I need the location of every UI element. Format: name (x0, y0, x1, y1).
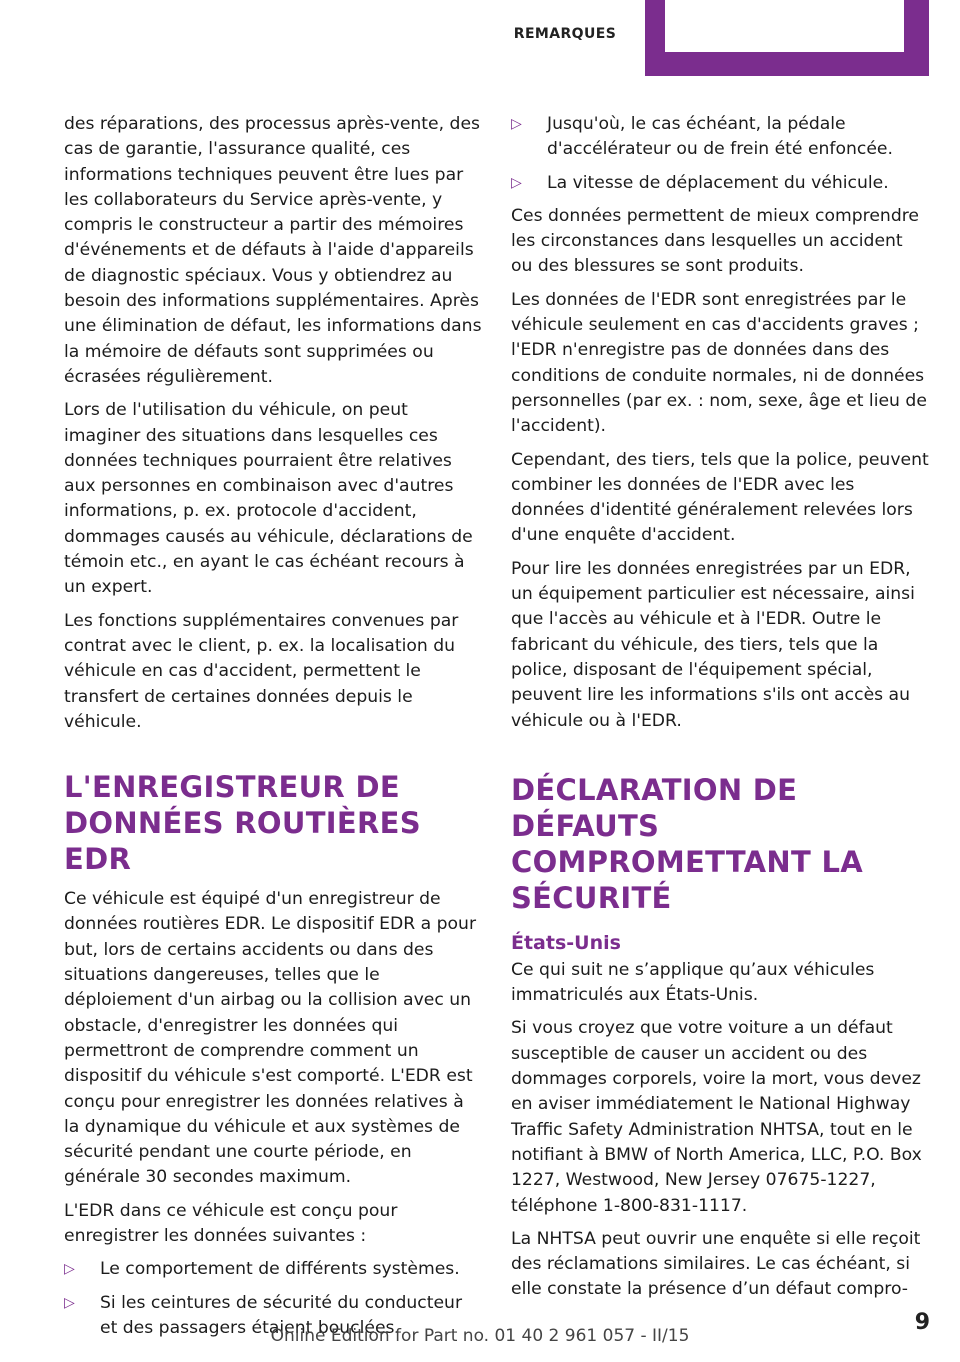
page-number: 9 (914, 1310, 930, 1335)
right-column (511, 112, 929, 1311)
footer-edition: Online Edition for Part no. 01 40 2 961 057 - II/15 (270, 1326, 690, 1346)
paragraph: Pour lire les données enregistrées par un EDR, un équipement particulier est nécessaire, ainsi que l'accès au véhicule et à l'EDR. Outre le fabricant du véhicule, des tiers, tels que la police, disposant de l'équipement spécial, peuvent lire les informations s'ils ont accès au véhicule ou à l'EDR. (511, 558, 915, 731)
triangle-right-icon: ▷ (511, 174, 522, 191)
paragraph: Ce qui suit ne s’applique qu’aux véhicules immatriculés aux États-Unis. (511, 959, 875, 1006)
triangle-right-icon: ▷ (511, 116, 522, 132)
paragraph: des réparations, des processus après-vente, des cas de garantie, l'assurance qualité, ces informations techniques peuvent être lues par les collaborateurs du Service après-vente, y compris le constructeur a partir des mémoires d'événements et de défauts à l'aide d'appareils de diagnostic spéciaux. Vous y obtiendrez au besoin des informations supplémentaires. Après une élimination de défaut, les informations dans la mémoire de défauts sont supprimées ou écrasées régulièrement. (64, 114, 482, 387)
paragraph: Ce véhicule est équipé d'un enregistreur de données routières EDR. Le dispositif EDR a pour but, lors de certains accidents ou dans des situations dangereuses, telles que le déploiement d'un airbag ou la collision avec un obstacle, d'enregistrer les données qui permettront de comprendre comment un dispositif du véhicule s'est comporté. L'EDR est conçu pour enregistrer les données relatives à la dynamique du véhicule et aux systèmes de sécurité pendant une courte période, en générale 30 secondes maximum. (64, 889, 477, 1188)
bullet-list (511, 112, 929, 196)
paragraph: Les données de l'EDR sont enregistrées par le véhicule seulement en cas d'accidents graves ; l'EDR n'enregistre pas de données dans des conditions de conduite normales, ni de données personnelles (par ex. : nom, sexe, âge et lieu de l'accident). (511, 289, 927, 437)
list-item (511, 171, 929, 196)
list-item-text: La vitesse de déplacement du véhicule. (547, 172, 889, 193)
paragraph: Ces données permettent de mieux comprendre les circonstances dans lesquelles un accident ou des blessures se sont produits. (511, 205, 920, 277)
paragraph: Si vous croyez que votre voiture a un défaut susceptible de causer un accident ou des dommages corporels, voire la mort, vous devez en aviser immédiatement le National Highway Traffic Safety Administration NHTSA, tout en le notifiant à BMW of North America, LLC, P.O. Box 1227, Westwood, New Jersey 07675-1227, téléphone 1-800-831-1117. (511, 1018, 922, 1216)
paragraph: Les fonctions supplémentaires convenues par contrat avec le client, p. ex. la localisation du véhicule en cas d'accident, permettent le transfert de certaines données depuis le véhicule. (64, 610, 459, 732)
paragraph: L'EDR dans ce véhicule est conçu pour enregistrer les données suivantes : (64, 1200, 398, 1246)
triangle-right-icon: ▷ (64, 1261, 75, 1278)
paragraph: Cependant, des tiers, tels que la police, peuvent combiner les données de l'EDR avec les données d'identité généralement relevées lors d'une enquête d'accident. (511, 449, 929, 546)
paragraph: Lors de l'utilisation du véhicule, on peut imaginer des situations dans lesquelles ces données techniques pourraient être relatives aux personnes en combinaison avec d'autres informations, p. ex. protocole d'accident, dommages causés au véhicule, déclarations de témoin etc., en ayant le cas échéant recours à un expert. (64, 400, 473, 598)
triangle-right-icon: ▷ (64, 1294, 75, 1311)
left-column (64, 112, 482, 1349)
section-heading-safety: DÉCLARATION DE DÉFAUTS COMPROMETTANT LA SÉCURITÉ (511, 772, 863, 915)
section-heading-edr: L'ENREGISTREUR DE DONNÉES ROUTIÈRES EDR (64, 770, 421, 877)
list-item-text: Le comportement de différents systèmes. (100, 1259, 460, 1280)
list-item-text: Jusqu'où, le cas échéant, la pédale d'accélérateur ou de frein été enfoncée. (547, 114, 893, 160)
paragraph: La NHTSA peut ouvrir une enquête si elle reçoit des réclamations similaires. Le cas échéant, si elle constate la présence d’un défaut compro- (511, 1228, 921, 1300)
list-item-text: Si les ceintures de sécurité du conducteur et des passagers étaient bouclées. (100, 1292, 463, 1338)
list-item (64, 1257, 482, 1282)
list-item (511, 112, 929, 163)
header-tab-inner (665, 0, 904, 52)
section-title: REMARQUES (513, 26, 617, 42)
subheading-usa: États-Unis (511, 931, 621, 954)
